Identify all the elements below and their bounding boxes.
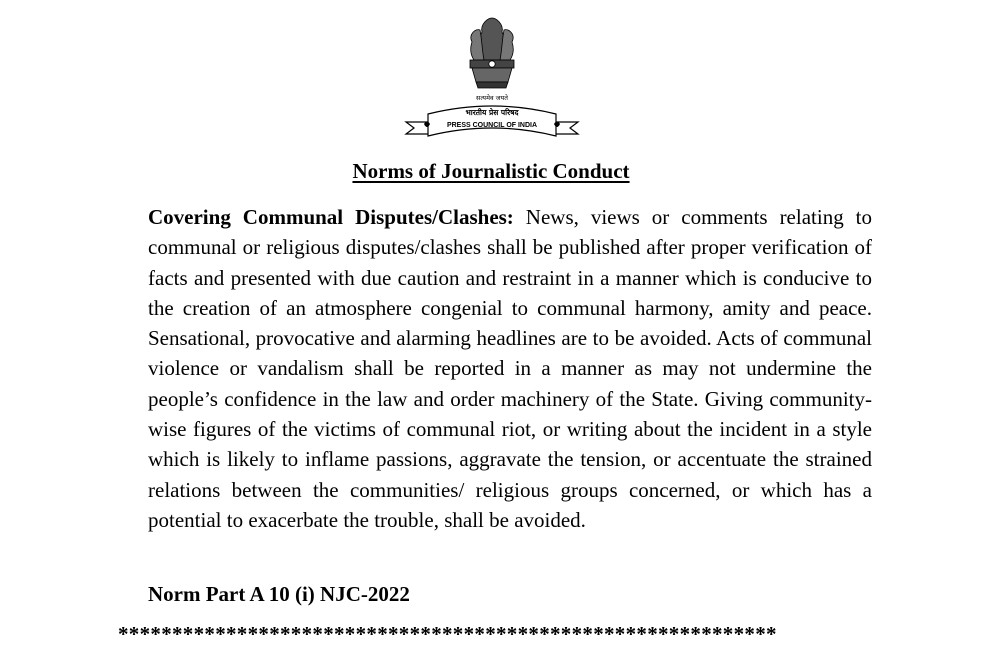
- press-council-emblem-logo: [402, 16, 582, 140]
- page-title: Norms of Journalistic Conduct: [352, 159, 630, 183]
- asterisk-divider: *************************************************************: [118, 622, 777, 646]
- norm-reference: Norm Part A 10 (i) NJC-2022: [148, 582, 410, 606]
- norm-body-text: News, views or comments relating to communal or religious disputes/clashes shall be published after proper verification of facts and presented with due caution and restraint in a manner which is conducive to the creation of an atmosphere congenial to communal harmony, amity and peace. Sensational, provocative and alarming headlines are to be avoided. Acts of communal violence or vandalism shall be reported in a manner as may not undermine the people’s confidence in the law and order machinery of the State. Giving community-wise figures of the victims of communal riot, or writing about the incident in a style which is likely to inflame passions, aggravate the tension, or accentuate the strained relations between the communities/ religious groups concerned, or which has a potential to exacerbate the trouble, shall be avoided.: [148, 205, 873, 532]
- emblem-icon: [402, 16, 582, 140]
- lead-heading: Covering Communal Disputes/Clashes:: [148, 205, 514, 229]
- norm-paragraph: [148, 202, 872, 535]
- english-name-text: PRESS COUNCIL OF INDIA: [446, 122, 538, 129]
- hindi-name-text: भारतीय प्रेस परिषद: [465, 108, 519, 117]
- motto-text: सत्यमेव जयते: [476, 94, 508, 102]
